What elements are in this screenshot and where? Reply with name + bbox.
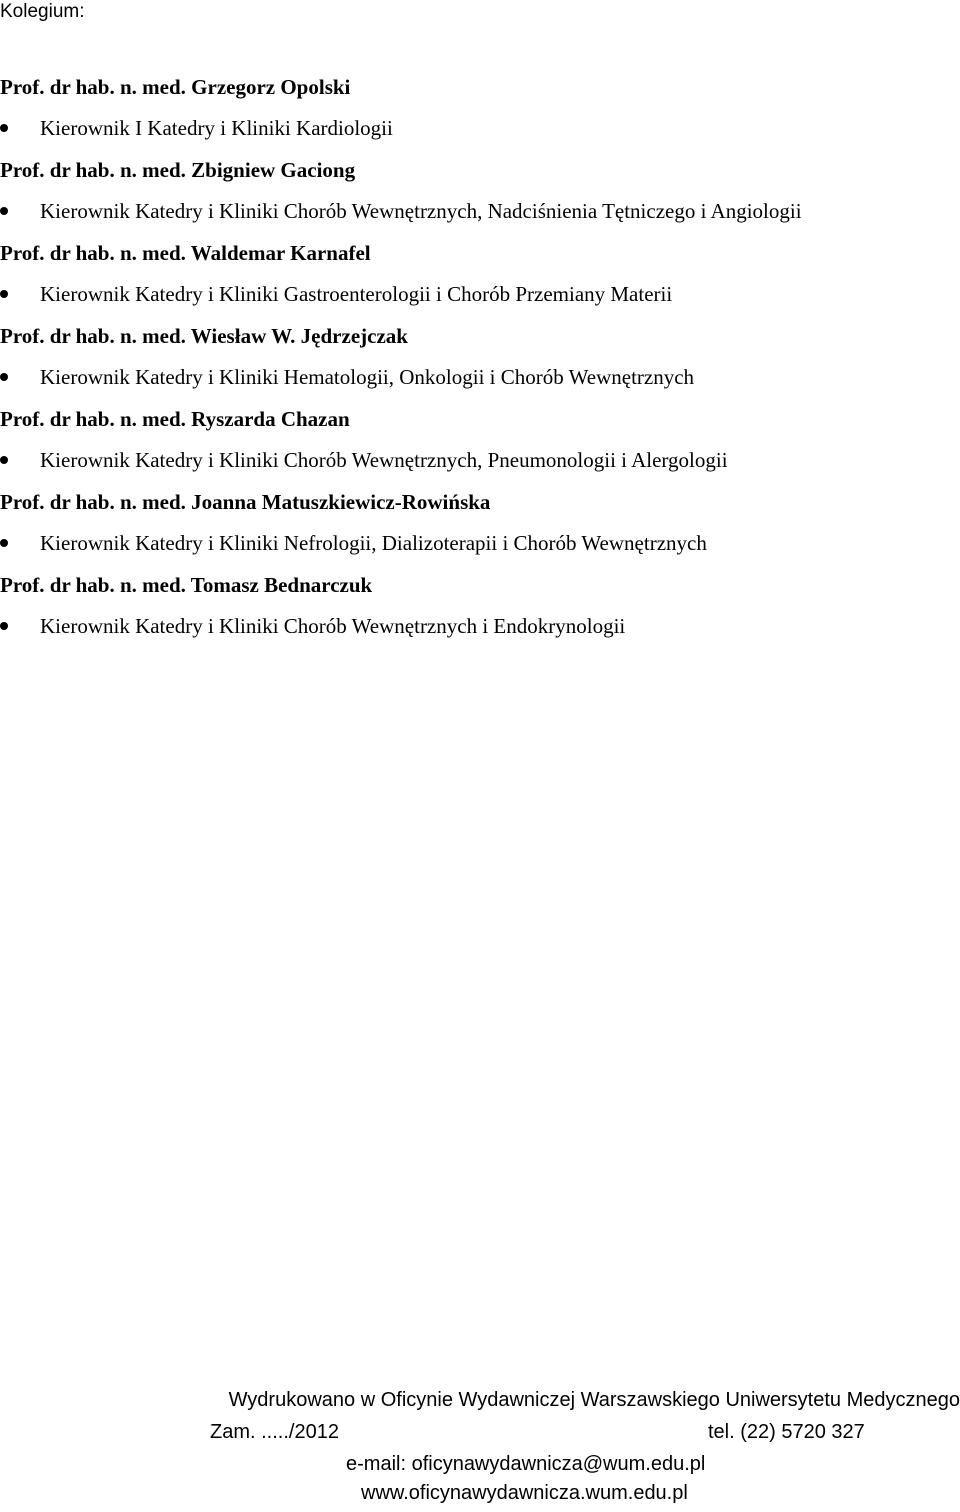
bullet-icon (0, 456, 8, 464)
member-role-item (0, 363, 960, 405)
bullet-icon (0, 124, 8, 132)
member-role: Kierownik I Katedry i Kliniki Kardiologii (40, 116, 393, 140)
member-name: Prof. dr hab. n. med. Zbigniew Gaciong (0, 158, 356, 182)
member-name: Prof. dr hab. n. med. Tomasz Bednarczuk (0, 573, 373, 597)
document-heading: Kolegium: (0, 1, 85, 22)
member-role-item (0, 446, 960, 488)
member-entry (0, 239, 960, 322)
bullet-icon (0, 207, 8, 215)
member-name: Prof. dr hab. n. med. Grzegorz Opolski (0, 75, 351, 99)
printed-by: Wydrukowano w Oficynie Wydawniczej Warszawskiego Uniwersytetu Medycznego (228, 1389, 960, 1411)
email-address: e-mail: oficynawydawnicza@wum.edu.pl (346, 1453, 706, 1475)
member-role-item (0, 529, 960, 571)
member-role-item (0, 612, 960, 654)
member-role-item (0, 114, 960, 156)
member-entry (0, 488, 960, 571)
member-name: Prof. dr hab. n. med. Waldemar Karnafel (0, 241, 371, 265)
member-role: Kierownik Katedry i Kliniki Hematologii, Onkologii i Chorób Wewnętrznych (40, 365, 695, 389)
member-role-item (0, 197, 960, 239)
bullet-icon (0, 290, 8, 298)
member-role: Kierownik Katedry i Kliniki Gastroenterologii i Chorób Przemiany Materii (40, 282, 673, 306)
member-role-item (0, 280, 960, 322)
member-role: Kierownik Katedry i Kliniki Chorób Wewnętrznych, Nadciśnienia Tętniczego i Angiologii (40, 199, 802, 223)
order-number: Zam. ...../2012 (210, 1421, 339, 1443)
member-name: Prof. dr hab. n. med. Ryszarda Chazan (0, 407, 350, 431)
phone-number: tel. (22) 5720 327 (708, 1421, 865, 1443)
member-role: Kierownik Katedry i Kliniki Nefrologii, Dializoterapii i Chorób Wewnętrznych (40, 531, 707, 555)
member-role: Kierownik Katedry i Kliniki Chorób Wewnętrznych i Endokrynologii (40, 614, 626, 638)
member-role: Kierownik Katedry i Kliniki Chorób Wewnętrznych, Pneumonologii i Alergologii (40, 448, 728, 472)
email-line (0, 1448, 960, 1480)
member-name: Prof. dr hab. n. med. Joanna Matuszkiewicz-Rowińska (0, 490, 491, 514)
member-name: Prof. dr hab. n. med. Wiesław W. Jędrzejczak (0, 324, 408, 348)
member-entry (0, 405, 960, 488)
bullet-icon (0, 539, 8, 547)
bullet-icon (0, 622, 8, 630)
publisher-footer (0, 1384, 960, 1512)
website-url: www.oficynawydawnicza.wum.edu.pl (361, 1482, 688, 1504)
website-line (0, 1480, 960, 1512)
member-entry (0, 73, 960, 156)
member-entry (0, 322, 960, 405)
bullet-icon (0, 373, 8, 381)
order-and-phone-line (0, 1416, 960, 1448)
member-entry (0, 156, 960, 239)
members-list (0, 73, 960, 654)
member-entry (0, 571, 960, 654)
